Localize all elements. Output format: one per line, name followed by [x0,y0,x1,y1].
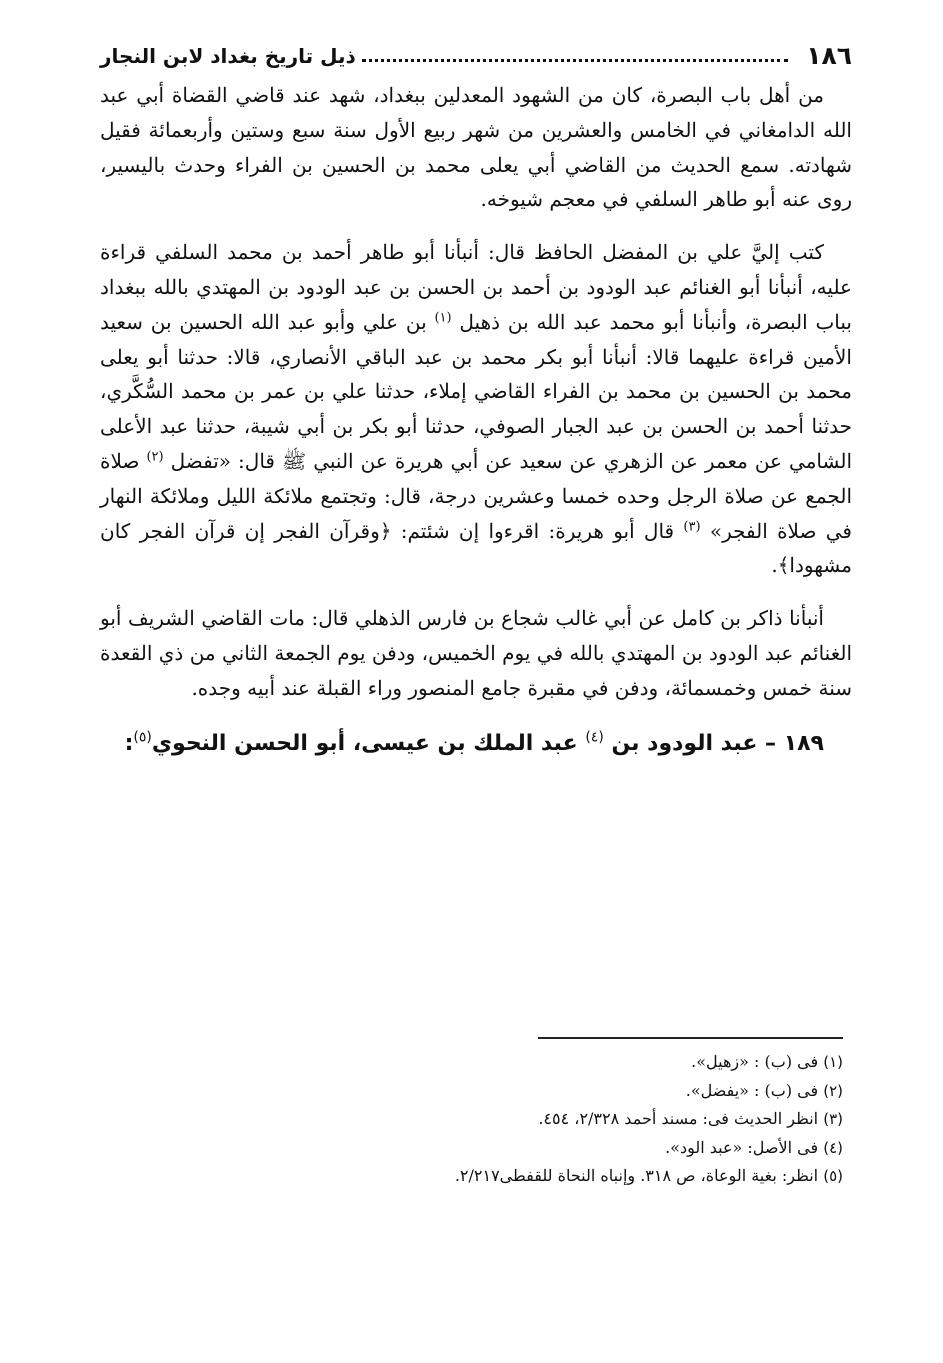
paragraph-text-part: صلاة الجمع عن صلاة الرجل وحده خمسا وعشرين درجة، قال: وتجتمع ملائكة الليل وملائكة النهار في صلاة الفجر» [100,448,852,543]
entry-heading-text: ١٨٩ – عبد الودود بن [603,730,824,756]
footnote-number: (٤) [823,1138,843,1157]
footnote-number: (٣) [823,1110,843,1128]
footnote-item [91,1077,843,1106]
paragraph-text: أنبأنا ذاكر بن كامل عن أبي غالب شجاع بن فارس الذهلي قال: مات القاضي الشريف أبو الغنائم عبد الودود بن المهتدي بالله في يوم الخميس، ودفن يوم الجمعة الثاني من ذي القعدة سنة خمس وخمسمائة، ودفن في مقبرة جامع المنصور وراء القبلة عند أبيه وجده. [100,606,852,700]
footnote-ref-1[interactable]: (١) [434,310,452,326]
entry-heading [100,726,852,762]
footnote-item [91,1134,843,1163]
running-title: ذيل تاريخ بغداد لابن النجار [100,44,356,68]
footnote-number: (٥) [823,1167,843,1185]
paragraph-text-part: قال أبو هريرة: اقرءوا إن شئتم: ﴿وقرآن الفجر إن قرآن الفجر كان مشهودا﴾. [100,518,852,578]
footnote-text: فى (ب) : «يفضل». [685,1080,824,1100]
book-page [100,28,852,762]
paragraph-text-part: بن علي وأبو عبد الله الحسين بن سعيد الأمين قراءة عليهما قالا: أنبأنا أبو بكر محمد بن عبد الباقي الأنصاري، قالا: حدثنا أبو يعلى محمد بن الحسين بن محمد بن الفراء القاضي إملاء، حدثنا علي بن عمر بن محمد السُّكَّري، حدثنا أحمد بن الحسن بن عبد الجبار الصوفي، حدثنا أبو بكر بن أبي شيبة، حدثنا عبد الأعلى الشامي عن معمر عن الزهري عن سعيد عن أبي هريرة عن النبي ﷺ قال: «تفضل [100,309,852,473]
footnote-ref-3[interactable]: (٣) [683,518,701,534]
paragraph-text: من أهل باب البصرة، كان من الشهود المعدلين ببغداد، شهد عند قاضي القضاة أبي عبد الله الدامغاني في الخامس والعشرين من شهر ربيع الأول سنة سبع وستين وأربعمائة فقيل شهادته. سمع الحديث من القاضي أبي يعلى محمد بن الحسين بن الفراء وحدث باليسير، روى عنه أبو طاهر السلفي في معجم شيوخه. [100,83,852,212]
main-text [100,78,852,762]
footnote-number: (٢) [823,1081,843,1100]
paragraph-death-notice [100,601,852,705]
footnote-divider [538,1037,843,1039]
footnote-ref-2[interactable]: (٢) [146,449,164,465]
footnotes-list [91,1048,843,1191]
running-head [100,44,788,68]
paragraph-text-part: كتب إليَّ علي بن المفضل الحافظ قال: أنبأنا أبو طاهر أحمد بن محمد السلفي قراءة عليه، أنبأنا أبو الغنائم عبد الودود بن أحمد بن الحسن بن عبد الودود بن المهتدي بالله ببغداد بباب البصرة، وأنبأنا أبو محمد عبد الله بن ذهيل [100,240,852,334]
footnote-ref-5[interactable]: (٥) [133,729,152,746]
footnote-text: فى (ب) : «زهيل». [691,1052,824,1071]
leader-dots [362,58,788,62]
footnote-text: انظر: بغية الوعاة، ص ٣١٨. وإنباه النحاة للقفطى٢/٢١٧. [454,1166,824,1185]
footnote-item [91,1162,843,1191]
paragraph-biography [100,78,852,217]
footnote-item [91,1048,843,1077]
footnote-item [91,1105,843,1134]
entry-heading-text: : [124,730,134,756]
footnote-ref-4[interactable]: (٤) [585,729,604,746]
footnote-text: فى الأصل: «عبد الود». [665,1137,824,1157]
entry-heading-text: عبد الملك بن عيسى، أبو الحسن النحوي [151,730,586,756]
paragraph-hadith-chain [100,235,852,583]
page-header [100,28,852,68]
footnote-number: (١) [823,1053,843,1071]
footnote-text: انظر الحديث فى: مسند أحمد ٢/٣٢٨، ٤٥٤. [538,1109,824,1128]
page-number: ١٨٦ [806,41,852,70]
